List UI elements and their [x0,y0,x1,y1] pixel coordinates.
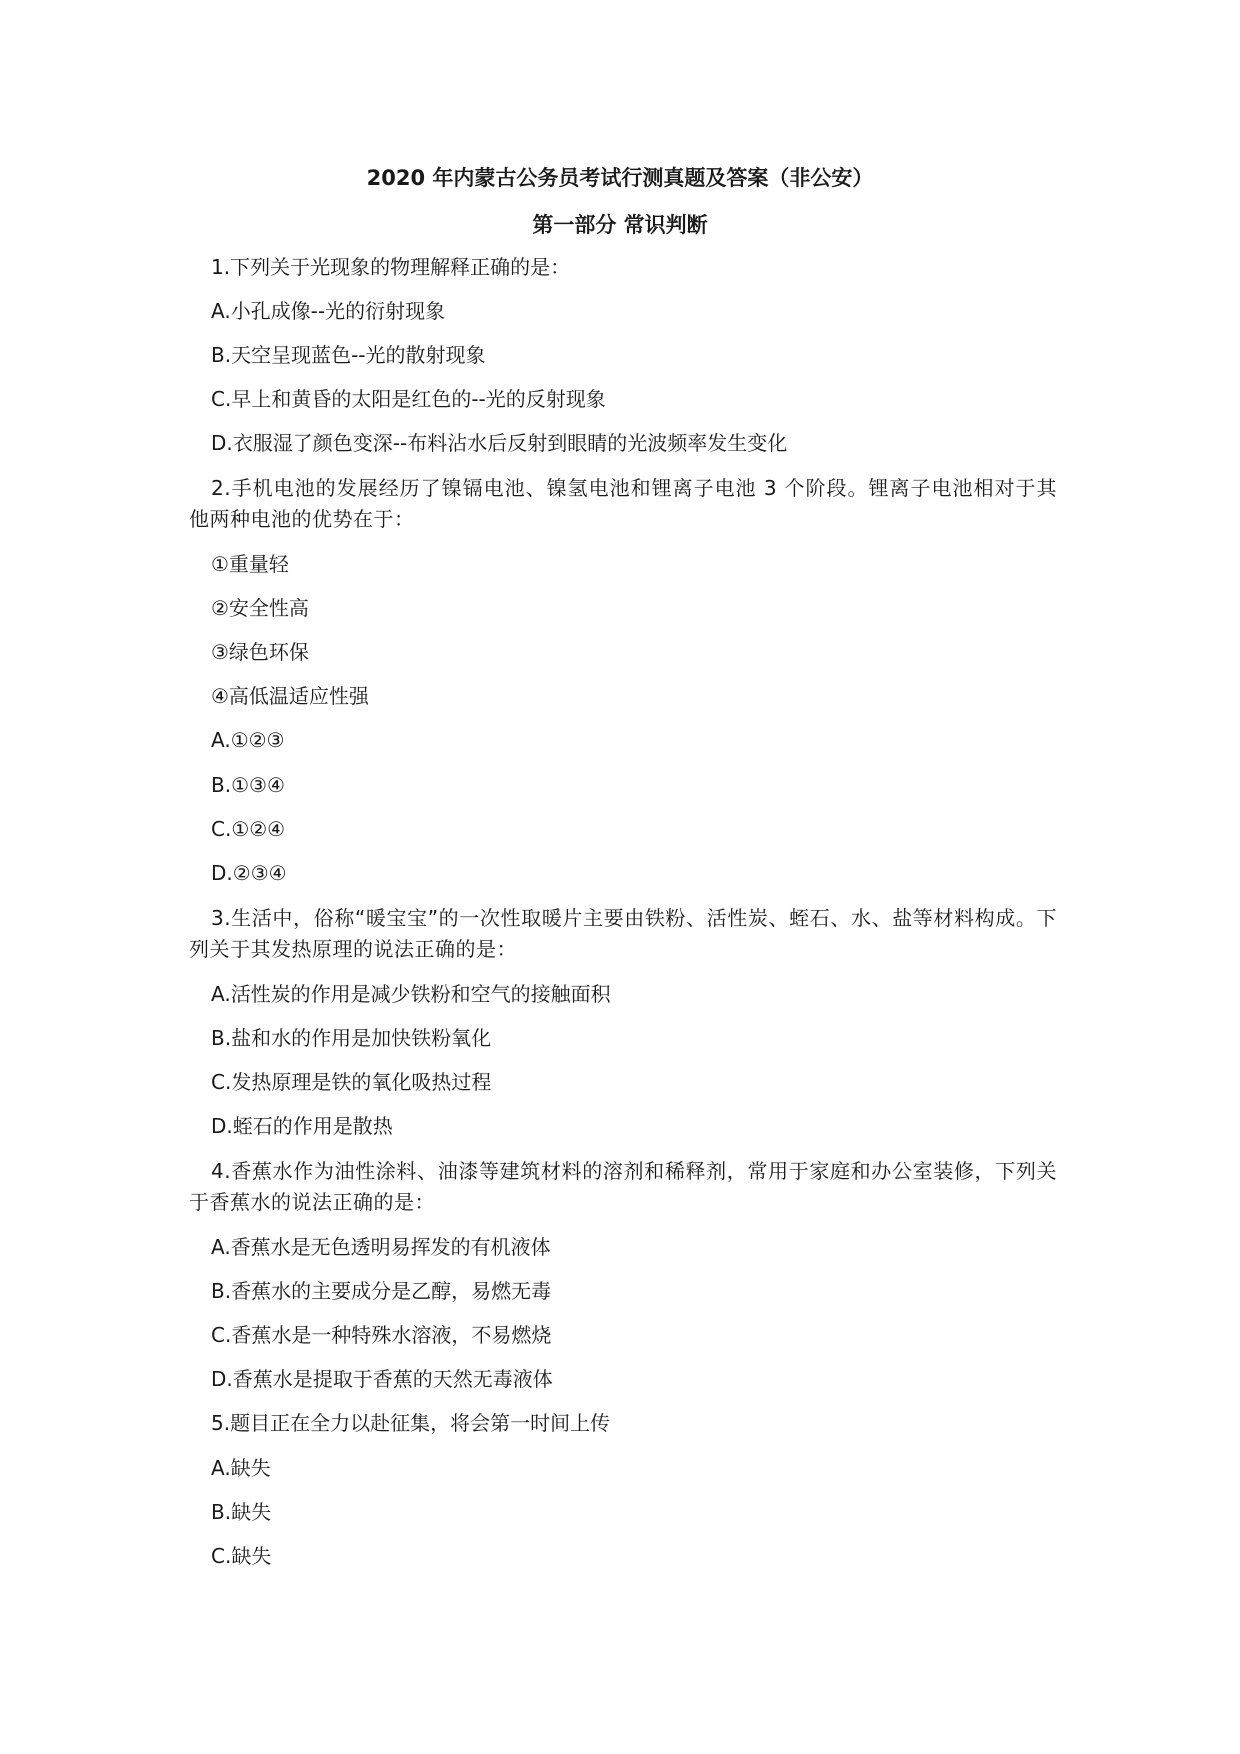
question-1-option-b: B.天空呈现蓝色--光的散射现象 [211,343,486,367]
question-3-option-d: D.蛭石的作用是散热 [211,1114,393,1138]
question-2-statement-4: ④高低温适应性强 [211,684,369,708]
question-2-option-d: D.②③④ [211,861,287,885]
question-1-option-a: A.小孔成像--光的衍射现象 [211,299,446,323]
question-3-option-a: A.活性炭的作用是减少铁粉和空气的接触面积 [211,982,611,1006]
question-2-stem: 2.手机电池的发展经历了镍镉电池、镍氢电池和锂离子电池 3 个阶段。锂离子电池相对于其他两种电池的优势在于： [189,476,1057,531]
question-3-option-c: C.发热原理是铁的氧化吸热过程 [211,1070,492,1094]
question-4-option-c: C.香蕉水是一种特殊水溶液，不易燃烧 [211,1323,552,1347]
document-title: 2020 年内蒙古公务员考试行测真题及答案（非公安） [366,166,874,190]
question-4-option-d: D.香蕉水是提取于香蕉的天然无毒液体 [211,1367,553,1391]
question-2-option-c: C.①②④ [211,817,286,841]
question-4-option-b: B.香蕉水的主要成分是乙醇，易燃无毒 [211,1279,552,1303]
question-4-stem: 4.香蕉水作为油性涂料、油漆等建筑材料的溶剂和稀释剂，常用于家庭和办公室装修，下列关于香蕉水的说法正确的是： [189,1159,1057,1214]
question-4-option-a: A.香蕉水是无色透明易挥发的有机液体 [211,1235,551,1259]
question-5-option-b: B.缺失 [211,1500,272,1524]
question-2-statement-2: ②安全性高 [211,596,309,620]
question-2-statement-3: ③绿色环保 [211,640,309,664]
question-1-stem: 1.下列关于光现象的物理解释正确的是： [211,255,571,279]
question-2-option-b: B.①③④ [211,773,285,797]
question-2-option-a: A.①②③ [211,728,285,752]
question-2-statement-1: ①重量轻 [211,552,289,576]
question-5-option-c: C.缺失 [211,1544,272,1568]
question-5-option-a: A.缺失 [211,1456,271,1480]
question-1-option-c: C.早上和黄昏的太阳是红色的--光的反射现象 [211,387,606,411]
section-title: 第一部分 常识判断 [532,213,708,237]
question-3-stem: 3.生活中，俗称“暖宝宝”的一次性取暖片主要由铁粉、活性炭、蛭石、水、盐等材料构成。下列关于其发热原理的说法正确的是： [189,906,1057,961]
question-3-option-b: B.盐和水的作用是加快铁粉氧化 [211,1026,492,1050]
question-5-stem: 5.题目正在全力以赴征集，将会第一时间上传 [211,1411,611,1435]
question-1-option-d: D.衣服湿了颜色变深--布料沾水后反射到眼睛的光波频率发生变化 [211,431,788,455]
